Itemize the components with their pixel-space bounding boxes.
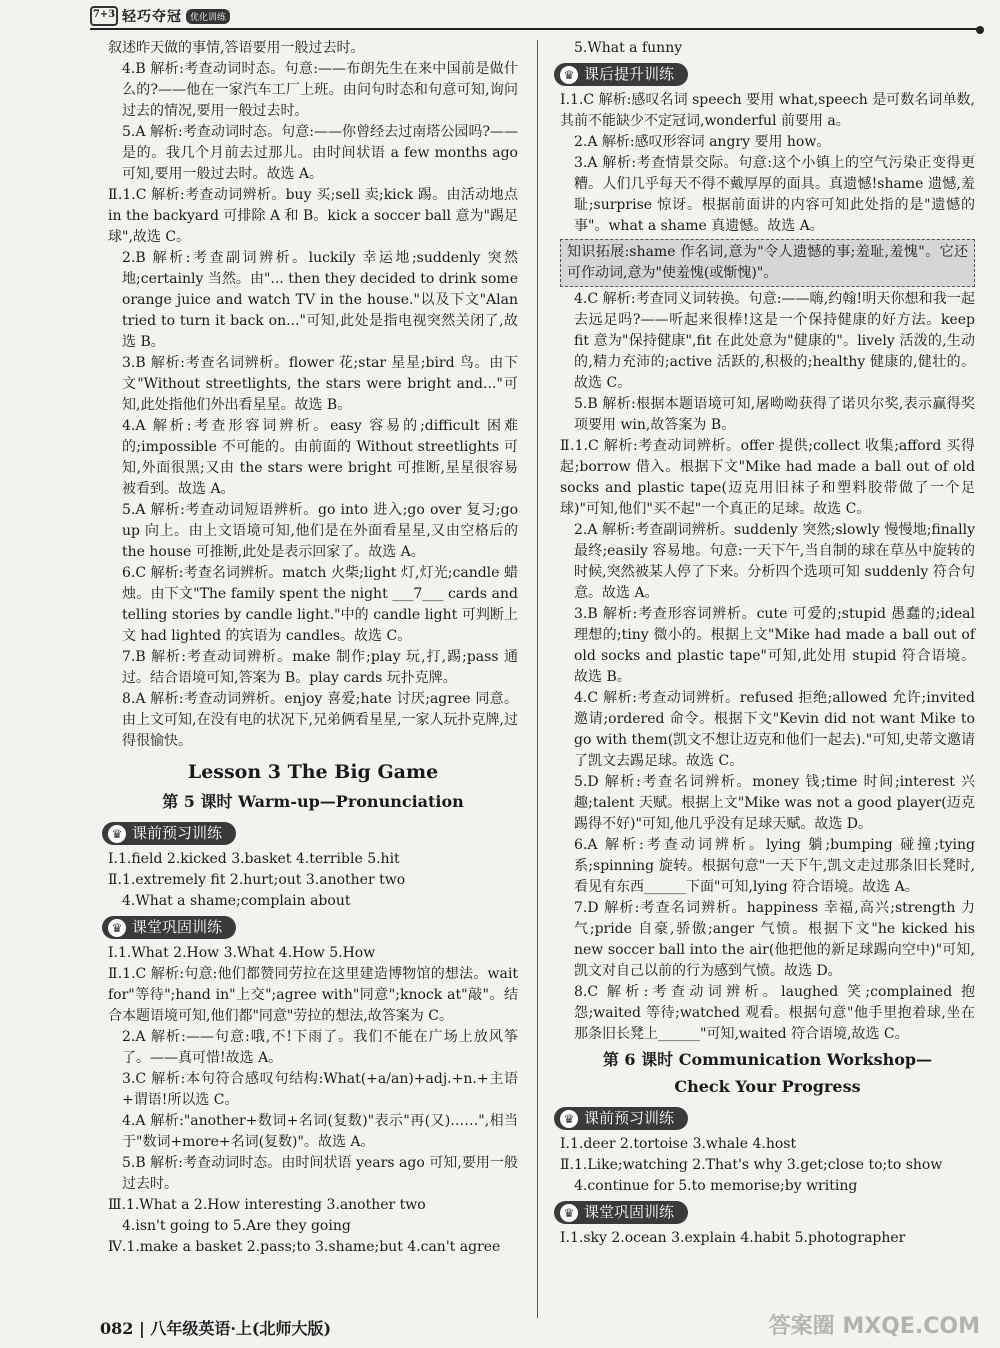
section-banner-classroom-2 — [554, 1201, 688, 1224]
answer-item: 4.isn't going to 5.Are they going — [122, 1218, 351, 1234]
period-title-line1: 第 6 课时 Communication Workshop— — [602, 1050, 933, 1069]
crown-icon: ♛ — [560, 1110, 578, 1128]
section-banner-preview — [102, 822, 236, 845]
right-column — [560, 38, 975, 1249]
logo-text: 轻巧夺冠 — [122, 9, 182, 25]
crown-icon: ♛ — [108, 919, 126, 937]
answer-item: 3.B 解析:考查形容词辨析。cute 可爱的;stupid 愚蠢的;ideal 理想的;tiny 微小的。根据上文"Mike had made a ball out of old socks and plastic tape"可知,此处用 stupid 符合语境。故选 B。 — [574, 606, 975, 685]
answer-item: 3.A 解析:考查情景交际。句意:这个小镇上的空气污染正变得更糟。人们几乎每天不得不戴厚厚的面具。真遗憾!shame 遗憾,羞耻;surprise 惊讶。根据前面讲的内容可知此处指的是"遗憾的事"。what a shame 真遗憾。故选 A。 — [574, 155, 975, 234]
lesson-title: Lesson 3 The Big Game — [187, 761, 439, 783]
answer-item: 4.A 解析:"another+数词+名词(复数)"表示"再(又)……",相当于"数词+more+名词(复数)"。故选 A。 — [122, 1113, 518, 1150]
answer-item: 5.What a funny — [574, 40, 683, 56]
answer-item: Ⅱ.1.C 解析:句意:他们都赞同劳拉在这里建造博物馆的想法。wait for"等待";hand in"上交";agree with"同意";knock at"敲"。结合本题语境可知,他们都"同意"劳拉的想法,故答案为 C。 — [108, 966, 518, 1024]
section-banner-preview-2 — [554, 1107, 688, 1130]
header-rule-dot — [976, 26, 984, 34]
answer-item: Ⅱ.1.extremely fit 2.hurt;out 3.another two — [108, 872, 406, 888]
answer-item: 8.A 解析:考查动词辨析。enjoy 喜爱;hate 讨厌;agree 同意。由上文可知,在没有电的状况下,兄弟俩看星星,一家人玩扑克牌,过得很愉快。 — [122, 691, 518, 749]
logo-tag: 优化训练 — [186, 9, 230, 24]
banner-label: 课后提升训练 — [584, 65, 675, 83]
banner-label: 课堂巩固训练 — [584, 1203, 675, 1221]
answer-item: 5.A 解析:考查动词时态。句意:——你曾经去过南塔公园吗?——是的。我几个月前去过那儿。由时间状语 a few months ago 可知,要用一般过去时。故选 A。 — [122, 124, 518, 182]
answer-item: Ⅱ.1.C 解析:考查动词辨析。buy 买;sell 卖;kick 踢。由活动地点 in the backyard 可排除 A 和 B。kick a soccer ball 意为"踢足球",故选 C。 — [108, 187, 518, 245]
answer-item: 2.A 解析:考查副词辨析。suddenly 突然;slowly 慢慢地;finally 最终;easily 容易地。句意:一天下午,当自制的球在草丛中旋转的时候,突然被某人停了下来。分析四个选项可知 suddenly 符合句意。故选 A。 — [574, 522, 975, 601]
answer-item: Ⅲ.1.What a 2.How interesting 3.another two — [108, 1197, 426, 1213]
answer-item: 5.B 解析:考查动词时态。由时间状语 years ago 可知,要用一般过去时。 — [122, 1155, 518, 1192]
section-banner-classroom — [102, 916, 236, 939]
answer-item: 2.A 解析:——句意:哦,不!下雨了。我们不能在广场上放风筝了。——真可惜!故选 A。 — [122, 1029, 518, 1066]
answer-item: 4.What a shame;complain about — [122, 893, 351, 909]
answer-item: 3.B 解析:考查名词辨析。flower 花;star 星星;bird 鸟。由下文"Without streetlights, the stars were bright and..."可知,此处指他们外出看星星。故选 B。 — [122, 355, 518, 413]
period-title: 第 5 课时 Warm-up—Pronunciation — [162, 792, 464, 811]
answer-item: Ⅰ.1.C 解析:感叹名词 speech 要用 what,speech 是可数名词单数,其前不能缺少不定冠词,wonderful 前要用 a。 — [560, 92, 975, 129]
answer-item: 5.B 解析:根据本题语境可知,屠呦呦获得了诺贝尔奖,表示赢得奖项要用 win,故答案为 B。 — [574, 396, 975, 433]
logo-mark-icon: 7+3 — [90, 6, 118, 26]
answer-item: 4.A 解析:考查形容词辨析。easy 容易的;difficult 困难的;impossible 不可能的。由前面的 Without streetlights 可知,外面很黑;又由 the stars were bright 可推断,星星很容易被看到。故选 A。 — [122, 418, 518, 497]
brand-logo — [90, 6, 230, 26]
answer-item: 5.A 解析:考查动词短语辨析。go into 进入;go over 复习;go up 向上。由上文语境可知,他们是在外面看星星,又由空格后的 the house 可推断,此处是表示回家了。故选 A。 — [122, 502, 518, 560]
crown-icon: ♛ — [560, 66, 578, 84]
page-footer: 082 | 八年级英语·上(北师大版) — [100, 1319, 332, 1338]
answer-item: 8.C 解析:考查动词辨析。laughed 笑;complained 抱怨;waited 等待;watched 观看。根据句意"他手里抱着球,坐在那条旧长凳上______"可知,waited 符合语境,故选 C。 — [574, 984, 975, 1042]
answer-item: 7.D 解析:考查名词辨析。happiness 幸福,高兴;strength 力气;pride 自豪,骄傲;anger 气愤。根据下文"he kicked his new soccer ball into the air(他把他的新足球踢向空中)"可知,凯文对自己以前的行为感到气愤。故选 D。 — [574, 900, 975, 979]
answer-item: 4.continue for 5.to memorise;by writing — [574, 1178, 858, 1194]
answer-item: Ⅰ.1.field 2.kicked 3.basket 4.terrible 5.hit — [108, 851, 400, 867]
section-banner-after-class — [554, 63, 688, 86]
answer-item: 6.C 解析:考查名词辨析。match 火柴;light 灯,灯光;candle 蜡烛。由下文"The family spent the night ___7___ cards and telling stories by candle light."中的 candle light 可判断上文 had lighted 的宾语为 candles。故选 C。 — [122, 565, 518, 644]
column-divider — [537, 40, 538, 1318]
answer-item: Ⅱ.1.C 解析:考查动词辨析。offer 提供;collect 收集;afford 买得起;borrow 借入。根据下文"Mike had made a ball out of old socks and plastic tape(迈克用旧袜子和塑料胶带做了一个足球)"可知,他们"买不起"一个真正的足球。故选 C。 — [560, 438, 975, 517]
answer-item: 3.C 解析:本句符合感叹句结构:What(+a/an)+adj.+n.+主语+谓语!所以选 C。 — [122, 1071, 518, 1108]
answer-item: 2.A 解析:感叹形容词 angry 要用 how。 — [574, 134, 831, 150]
answer-item: 6.A 解析:考查动词辨析。lying 躺;bumping 碰撞;tying 系;spinning 旋转。根据句意"一天下午,凯文走过那条旧长凳时,看见有东西______下面"可知,lying 符合语境。故选 A。 — [574, 837, 975, 895]
answer-item: Ⅰ.1.deer 2.tortoise 3.whale 4.host — [560, 1136, 797, 1152]
banner-label: 课前预习训练 — [132, 824, 223, 842]
left-column — [108, 38, 518, 1258]
answer-item: Ⅳ.1.make a basket 2.pass;to 3.shame;but 4.can't agree — [108, 1239, 501, 1255]
answer-item: 4.C 解析:考查同义词转换。句意:——嗨,约翰!明天你想和我一起去远足吗?——听起来很棒!这是一个保持健康的好方法。keep fit 意为"保持健康",fit 在此处意为"健康的"。lively 活泼的,生动的,精力充沛的;active 活跃的,积极的;healthy 健康的,健壮的。故选 C。 — [574, 291, 975, 391]
answer-item: 4.C 解析:考查动词辨析。refused 拒绝;allowed 允许;invited 邀请;ordered 命令。根据下文"Kevin did not want Mike to go with them(凯文不想让迈克和他们一起去)."可知,史蒂文邀请了凯文去踢足球。故选 C。 — [574, 690, 975, 769]
crown-icon: ♛ — [560, 1204, 578, 1222]
answer-line: 叙述昨天做的事情,答语要用一般过去时。 — [108, 40, 365, 56]
knowledge-extension-box: 知识拓展:shame 作名词,意为"令人遗憾的事;羞耻,羞愧"。它还可作动词,意为"使羞愧(或惭愧)"。 — [560, 239, 975, 287]
answer-item: 5.D 解析:考查名词辨析。money 钱;time 时间;interest 兴趣;talent 天赋。根据上文"Mike was not a good player(迈克踢得不好)"可知,他几乎没有足球天赋。故选 D。 — [574, 774, 975, 832]
answer-item: 4.B 解析:考查动词时态。句意:——布朗先生在来中国前是做什么的?——他在一家汽车工厂上班。由问句时态和句意可知,询问过去的情况,要用一般过去时。 — [122, 61, 518, 119]
watermark: 答案圈 MXQE.COM — [768, 1314, 980, 1339]
banner-label: 课堂巩固训练 — [132, 918, 223, 936]
answer-item: 7.B 解析:考查动词辨析。make 制作;play 玩,打,踢;pass 通过。结合语境可知,答案为 B。play cards 玩扑克牌。 — [122, 649, 518, 686]
answer-item: Ⅱ.1.Like;watching 2.That's why 3.get;close to;to show — [560, 1157, 943, 1173]
crown-icon: ♛ — [108, 825, 126, 843]
answer-item: 2.B 解析:考查副词辨析。luckily 幸运地;suddenly 突然地;certainly 当然。由"... then they decided to drink some orange juice and watch TV in the house."以及下文"Alan tried to turn it back on..."可知,此处是指电视突然关闭了,故选 B。 — [122, 250, 518, 350]
answer-item: Ⅰ.1.What 2.How 3.What 4.How 5.How — [108, 945, 376, 961]
page-header — [90, 6, 980, 30]
banner-label: 课前预习训练 — [584, 1109, 675, 1127]
answer-item: Ⅰ.1.sky 2.ocean 3.explain 4.habit 5.photographer — [560, 1230, 906, 1246]
period-title-line2: Check Your Progress — [674, 1077, 861, 1096]
